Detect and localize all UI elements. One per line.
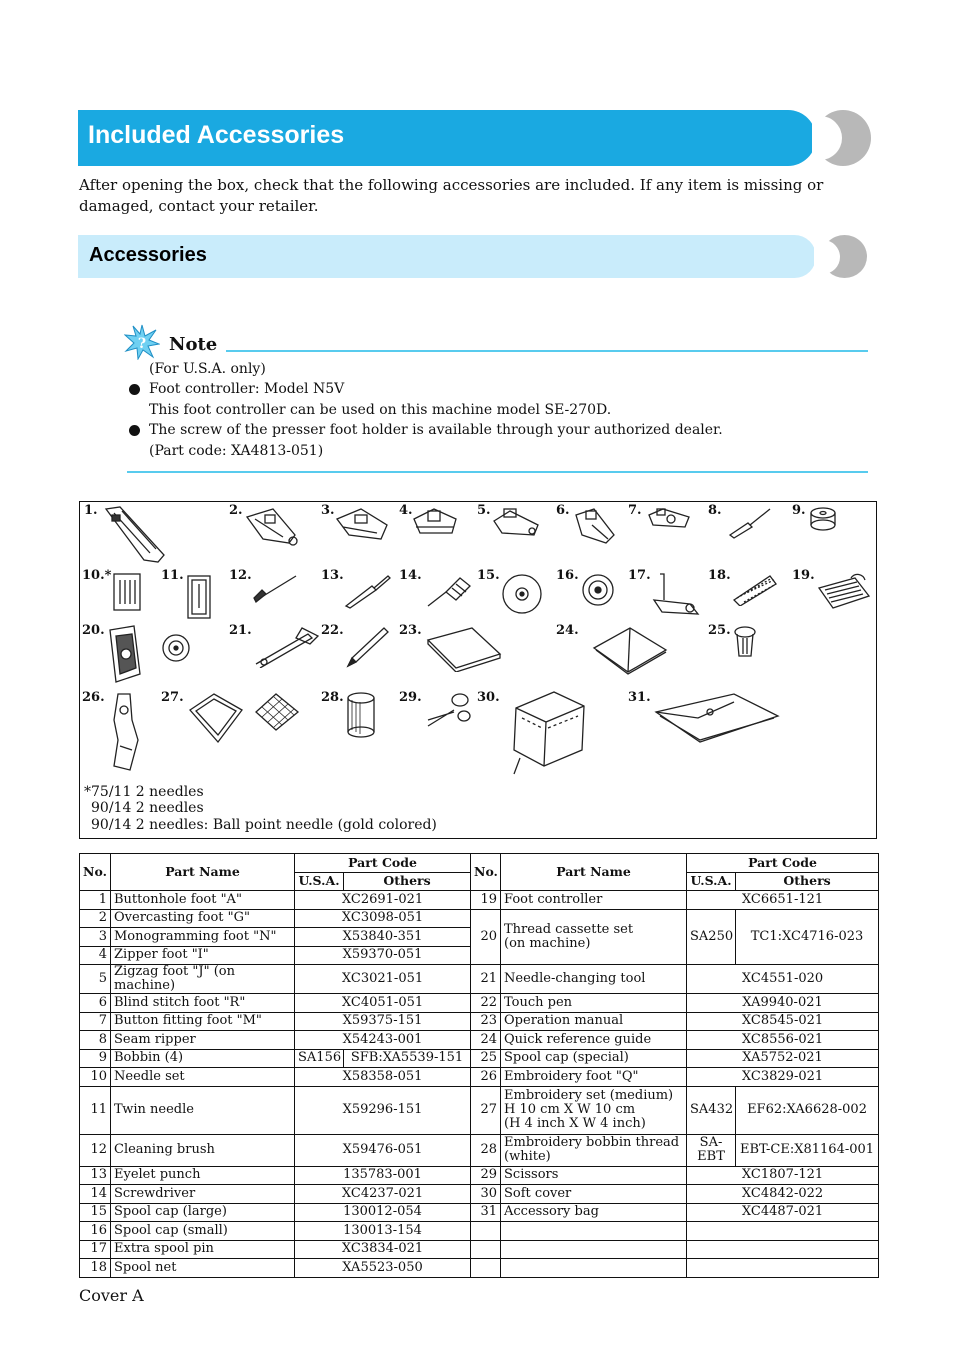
note-line: (For U.S.A. only) [149,361,266,377]
cell-no: 12 [80,1134,111,1166]
note-line: Foot controller: Model N5V [149,381,345,397]
table-row [80,1068,879,1087]
cell-code: XC3829-021 [687,1068,879,1087]
cell-usa-line: SA- [699,1135,723,1150]
note-rule-bottom [127,471,868,473]
item-number: 1. [84,503,98,518]
cell-code: 130013-154 [295,1222,471,1241]
cell-name: Spool cap (large) [111,1203,295,1222]
cell-no: 4 [80,946,111,965]
cell-name-line: (white) [504,1149,551,1164]
header-part-name: Part Name [111,854,295,891]
spool-cap-icon [160,632,192,664]
item-number: 11. [161,568,184,583]
cell-no: 8 [80,1031,111,1050]
cell-code: XC8556-021 [687,1031,879,1050]
cell-name: Eyelet punch [111,1166,295,1185]
cell-no: 25 [471,1049,501,1068]
cell-code: X58358-051 [295,1068,471,1087]
cell-others: EF62:XA6628-002 [736,1086,879,1134]
item-number: 23. [399,623,422,638]
cell-no: 7 [80,1012,111,1031]
cell-no: 23 [471,1012,501,1031]
item-number: 22. [321,623,344,638]
header-usa: U.S.A. [295,872,344,891]
bullet [129,425,140,436]
table-row [80,1259,879,1278]
cell-empty [687,1259,879,1278]
item-number: 3. [321,503,335,518]
cell-usa: SA156 [295,1049,344,1068]
table-row [80,1049,879,1068]
bobbin-icon [808,505,838,533]
item-number: 20. [82,623,105,638]
cell-name: Twin needle [111,1086,295,1134]
cell-no: 14 [80,1185,111,1204]
cell-no: 27 [471,1086,501,1134]
cell-others: TC1:XC4716-023 [736,909,879,965]
cell-code: XC4487-021 [687,1203,879,1222]
item-number: 18. [708,568,731,583]
cell-usa [687,1134,736,1166]
cell-name-line: (on machine) [504,935,591,951]
cell-name: Seam ripper [111,1031,295,1050]
bullet [129,384,140,395]
footnote-line: 90/14 2 needles [91,800,204,816]
cell-usa-line: EBT [697,1149,725,1164]
cell-code: XA5752-021 [687,1049,879,1068]
cell-name: Cleaning brush [111,1134,295,1166]
table-row [80,909,879,928]
item-number: 14. [399,568,422,583]
monogramming-foot-icon [333,505,391,543]
table-row [80,1240,879,1259]
item-number: 13. [321,568,344,583]
cell-no: 26 [471,1068,501,1087]
extra-spool-pin-icon [650,570,702,618]
cell-no: 10 [80,1068,111,1087]
cell-usa: SA250 [687,909,736,965]
cell-name: Spool net [111,1259,295,1278]
cell-empty [687,1222,879,1241]
needle-set-icon [112,572,142,612]
header-part-code: Part Code [295,854,471,873]
table-row [80,1134,879,1166]
cell-name: Spool cap (special) [501,1049,687,1068]
cell-code: XC2691-021 [295,891,471,910]
cell-name-line: (H 4 inch X W 4 inch) [504,1116,646,1131]
page-footer: Cover A [79,1286,144,1305]
note-line: The screw of the presser foot holder is available through your authorized dealer. [149,422,723,438]
spool-cap-small-icon [580,572,616,608]
thread-cassette-icon [104,624,144,684]
foot-controller-icon [815,572,871,612]
twin-needle-icon [186,574,212,620]
table-row [80,1012,879,1031]
cell-name: Buttonhole foot "A" [111,891,295,910]
item-number: 27. [161,690,184,705]
zipper-foot-icon [410,505,460,539]
cell-usa: SA432 [687,1086,736,1134]
cell-name: Operation manual [501,1012,687,1031]
item-number: 12. [229,568,252,583]
button-fitting-foot-icon [645,505,693,531]
item-number: 4. [399,503,413,518]
item-number: 16. [556,568,579,583]
embroidery-sheet-icon [252,690,302,734]
table-row [80,1203,879,1222]
table-row [80,891,879,910]
cell-no: 28 [471,1134,501,1166]
cell-no: 9 [80,1049,111,1068]
zigzag-foot-icon [490,505,542,539]
seam-ripper-icon [726,505,774,539]
cell-name: Accessory bag [501,1203,687,1222]
accessory-bag-icon [652,690,782,746]
quick-reference-guide-icon [590,624,670,676]
cell-name-line: Embroidery set (medium) [504,1088,674,1103]
needle-changing-tool-icon [252,624,322,668]
cell-code: XC1807-121 [687,1166,879,1185]
item-number: 28. [321,690,344,705]
bobbin-thread-icon [344,690,378,740]
header-others: Others [736,872,879,891]
blind-stitch-foot-icon [570,505,618,547]
cell-no: 15 [80,1203,111,1222]
intro-paragraph: After opening the box, check that the following accessories are included. If any item is missing or damaged, contact your retailer. [79,176,824,215]
header-no: No. [471,854,501,891]
item-number: 25. [708,623,731,638]
item-number: 26. [82,690,105,705]
cell-code: XC8545-021 [687,1012,879,1031]
cell-name: Soft cover [501,1185,687,1204]
cell-name: Zipper foot "I" [111,946,295,965]
cell-empty [471,1259,501,1278]
item-number: 9. [792,503,806,518]
cell-no: 11 [80,1086,111,1134]
item-number: 5. [477,503,491,518]
item-number: 8. [708,503,722,518]
cell-name: Zigzag foot "J" (on machine) [111,965,295,994]
section-title: Accessories [89,244,207,266]
cell-code: X59476-051 [295,1134,471,1166]
cell-name [501,1086,687,1134]
cell-code: XC4551-020 [687,965,879,994]
item-number: 7. [628,503,642,518]
cell-code: X54243-001 [295,1031,471,1050]
cell-empty [501,1240,687,1259]
cell-code: XC6651-121 [687,891,879,910]
item-number: 17. [628,568,651,583]
cell-code: X59375-151 [295,1012,471,1031]
item-number: 21. [229,623,252,638]
item-number: 29. [399,690,422,705]
scissors-icon [424,690,474,730]
cell-code: XC4237-021 [295,1185,471,1204]
cell-others: EBT-CE:X81164-001 [736,1134,879,1166]
table-row [80,1222,879,1241]
header-usa: U.S.A. [687,872,736,891]
header-part-code: Part Code [687,854,879,873]
cell-name: Bobbin (4) [111,1049,295,1068]
cell-code: 135783-001 [295,1166,471,1185]
item-number: 6. [556,503,570,518]
cell-code: XC3098-051 [295,909,471,928]
cell-code: XC4051-051 [295,994,471,1013]
table-row [80,1185,879,1204]
buttonhole-foot-icon [100,505,170,565]
note-icon [124,324,160,360]
table-row [80,1166,879,1185]
header-part-name: Part Name [501,854,687,891]
cell-name: Needle set [111,1068,295,1087]
cell-no: 22 [471,994,501,1013]
note-rule-top [226,350,868,352]
cell-code: X59370-051 [295,946,471,965]
cell-name-line: Embroidery bobbin thread [504,1135,680,1150]
cell-name: Extra spool pin [111,1240,295,1259]
cell-no: 29 [471,1166,501,1185]
cell-name: Blind stitch foot "R" [111,994,295,1013]
cell-name: Monogramming foot "N" [111,928,295,947]
cell-code: XC4842-022 [687,1185,879,1204]
footnote-line: 90/14 2 needles: Ball point needle (gold colored) [91,817,437,833]
cell-code: XC3834-021 [295,1240,471,1259]
cell-name: Overcasting foot "G" [111,909,295,928]
note-line: This foot controller can be used on this machine model SE-270D. [149,402,612,418]
item-number: 30. [477,690,500,705]
cell-name: Needle-changing tool [501,965,687,994]
cell-empty [471,1222,501,1241]
cell-name: Scissors [501,1166,687,1185]
cell-no: 30 [471,1185,501,1204]
soft-cover-icon [508,688,588,778]
cell-no: 6 [80,994,111,1013]
screwdriver-icon [426,572,476,608]
eyelet-punch-icon [342,572,392,610]
cleaning-brush-icon [252,572,300,604]
cell-code: XA5523-050 [295,1259,471,1278]
table-row [80,1031,879,1050]
page-title: Included Accessories [88,121,345,149]
item-number: 24. [556,623,579,638]
cell-no: 17 [80,1240,111,1259]
operation-manual-icon [424,624,504,672]
cell-name [501,1134,687,1166]
item-number: 31. [628,690,651,705]
item-number: 19. [792,568,815,583]
cell-empty [687,1240,879,1259]
cell-others: SFB:XA5539-151 [344,1049,471,1068]
touch-pen-icon [344,624,390,670]
overcasting-foot-icon [243,505,301,547]
cell-code: XA9940-021 [687,994,879,1013]
cell-name: Spool cap (small) [111,1222,295,1241]
cell-code: X53840-351 [295,928,471,947]
cell-no: 20 [471,909,501,965]
item-number: 15. [477,568,500,583]
item-number: 10.* [82,568,112,583]
embroidery-foot-icon [104,690,144,774]
cell-no: 13 [80,1166,111,1185]
cell-empty [471,1240,501,1259]
cell-name: Screwdriver [111,1185,295,1204]
cell-name-line: H 10 cm X W 10 cm [504,1102,636,1117]
table-row [80,994,879,1013]
cell-empty [501,1222,687,1241]
cell-name: Touch pen [501,994,687,1013]
cell-no: 18 [80,1259,111,1278]
header-no: No. [80,854,111,891]
cell-no: 5 [80,965,111,994]
spool-net-icon [730,572,780,606]
embroidery-frame-icon [186,690,246,746]
note-title: Note [169,334,218,355]
cell-no: 2 [80,909,111,928]
spool-cap-large-icon [500,572,544,616]
cell-no: 3 [80,928,111,947]
cell-no: 31 [471,1203,501,1222]
cell-empty [501,1259,687,1278]
cell-name: Embroidery foot "Q" [501,1068,687,1087]
cell-code: 130012-054 [295,1203,471,1222]
cell-no: 16 [80,1222,111,1241]
cell-name: Quick reference guide [501,1031,687,1050]
parts-table [79,853,879,1278]
cell-name: Button fitting foot "M" [111,1012,295,1031]
footnote-line: *75/11 2 needles [84,784,204,800]
table-row [80,1086,879,1134]
spool-cap-special-icon [733,624,757,660]
cell-name [501,909,687,965]
cell-no: 19 [471,891,501,910]
table-row [80,965,879,994]
cell-name-line: Thread cassette set [504,921,634,937]
cell-code: XC3021-051 [295,965,471,994]
cell-no: 21 [471,965,501,994]
cell-no: 1 [80,891,111,910]
header-others: Others [344,872,471,891]
cell-code: X59296-151 [295,1086,471,1134]
note-line: (Part code: XA4813-051) [149,443,324,459]
cell-name: Foot controller [501,891,687,910]
item-number: 2. [229,503,243,518]
svg-text:?: ? [137,336,147,352]
cell-no: 24 [471,1031,501,1050]
